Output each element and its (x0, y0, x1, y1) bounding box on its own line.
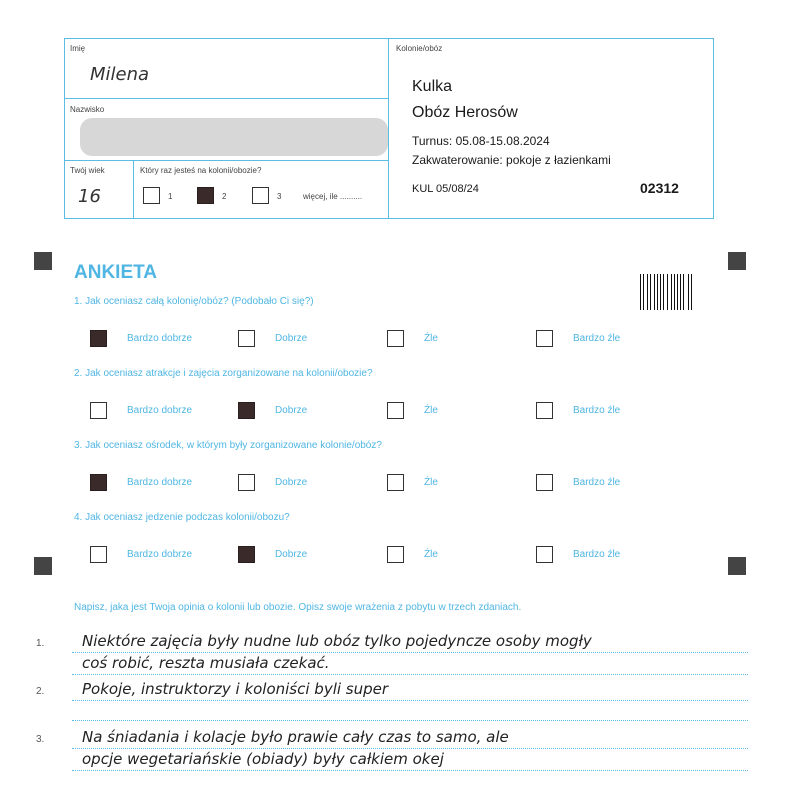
zakwaterowanie: Zakwaterowanie: pokoje z łazienkami (412, 153, 611, 167)
camp-code: KUL 05/08/24 (412, 183, 479, 195)
barcode-bar (650, 274, 651, 310)
question-4-option-4-label: Bardzo źle (573, 549, 621, 560)
answer-3-line-2[interactable]: opcje wegetariańskie (obiady) były całkiem okej (82, 750, 444, 768)
question-3-option-4-label: Bardzo źle (573, 477, 621, 488)
camp-subtitle: Obóz Herosów (412, 104, 518, 121)
question-3-option-2-label: Dobrze (275, 477, 308, 488)
question-1-option-1-checkbox[interactable] (90, 330, 107, 347)
registration-mark (728, 557, 746, 575)
answer-rule (72, 674, 748, 675)
question-2-option-3-checkbox[interactable] (387, 402, 404, 419)
registration-mark (34, 252, 52, 270)
question-3-text: 3. Jak oceniasz ośrodek, w którym były zorganizowane kolonie/obóz? (74, 440, 382, 451)
barcode-bar (685, 274, 686, 310)
answer-rule (72, 770, 748, 771)
visit-option-1-checkbox[interactable] (143, 187, 160, 204)
opinion-prompt: Napisz, jaka jest Twoja opinia o kolonii lub obozie. Opisz swoje wrażenia z pobytu w trzech zdaniach. (74, 602, 522, 613)
question-3-option-3-label: Źle (424, 477, 438, 488)
header-divider-vertical (388, 38, 389, 219)
barcode-bar (645, 274, 646, 310)
answer-rule (72, 748, 748, 749)
header-divider-1 (64, 98, 388, 99)
question-3-option-4-checkbox[interactable] (536, 474, 553, 491)
wiecej-label: więcej, ile .......... (303, 192, 363, 201)
barcode-bar (640, 274, 641, 310)
question-3-option-3-checkbox[interactable] (387, 474, 404, 491)
answer-rule (72, 720, 748, 721)
question-2-option-1-checkbox[interactable] (90, 402, 107, 419)
question-4-text: 4. Jak oceniasz jedzenie podczas kolonii/obozu? (74, 512, 290, 523)
question-4-option-3-label: Źle (424, 549, 438, 560)
imie-label: Imię (70, 44, 86, 53)
answer-1-line-1[interactable]: Niektóre zajęcia były nudne lub obóz tylko pojedyncze osoby mogły (82, 632, 592, 650)
barcode-bar (667, 274, 668, 310)
question-2-text: 2. Jak oceniasz atrakcje i zajęcia zorganizowane na kolonii/obozie? (74, 368, 373, 379)
question-3-option-2-checkbox[interactable] (238, 474, 255, 491)
question-4-option-3-checkbox[interactable] (387, 546, 404, 563)
header-divider-2 (64, 160, 388, 161)
question-1-option-3-checkbox[interactable] (387, 330, 404, 347)
question-3-option-1-label: Bardzo dobrze (127, 477, 193, 488)
question-1-option-3-label: Źle (424, 333, 438, 344)
question-2-option-4-label: Bardzo źle (573, 405, 621, 416)
turnus: Turnus: 05.08-15.08.2024 (412, 134, 550, 148)
question-1-option-4-label: Bardzo źle (573, 333, 621, 344)
kolonia-label: Kolonie/obóz (396, 44, 443, 53)
question-4-option-1-checkbox[interactable] (90, 546, 107, 563)
barcode-bar (672, 274, 673, 310)
question-1-option-2-label: Dobrze (275, 333, 308, 344)
barcode-bar (657, 274, 658, 310)
answer-number: 3. (36, 734, 45, 745)
answer-3-line-1[interactable]: Na śniadania i kolacje było prawie cały czas to samo, ale (82, 728, 509, 746)
barcode-bar (691, 274, 692, 310)
question-2-option-1-label: Bardzo dobrze (127, 405, 193, 416)
question-2-option-4-checkbox[interactable] (536, 402, 553, 419)
answer-number: 1. (36, 638, 45, 649)
nazwisko-label: Nazwisko (70, 105, 105, 114)
answer-1-line-2[interactable]: coś robić, reszta musiała czekać. (82, 654, 330, 672)
visit-option-3-checkbox[interactable] (252, 187, 269, 204)
barcode-bar (677, 274, 678, 310)
answer-rule (72, 652, 748, 653)
question-4-option-1-label: Bardzo dobrze (127, 549, 193, 560)
header-divider-age (133, 160, 134, 219)
imie-value[interactable]: Milena (90, 64, 150, 85)
question-4-option-2-checkbox[interactable] (238, 546, 255, 563)
question-1-option-1-label: Bardzo dobrze (127, 333, 193, 344)
registration-mark (34, 557, 52, 575)
question-1-text: 1. Jak oceniasz całą kolonię/obóz? (Podobało Ci się?) (74, 296, 314, 307)
question-2-option-3-label: Źle (424, 405, 438, 416)
question-2-option-2-label: Dobrze (275, 405, 308, 416)
question-3-option-1-checkbox[interactable] (90, 474, 107, 491)
camp-name: Kulka (412, 78, 453, 95)
visit-option-2-checkbox[interactable] (197, 187, 214, 204)
nazwisko-redacted[interactable] (80, 118, 388, 156)
barcode-bar (655, 274, 656, 310)
question-4-option-2-label: Dobrze (275, 549, 308, 560)
visit-option-2-label: 2 (222, 192, 227, 201)
registration-mark (728, 252, 746, 270)
form-number: 02312 (640, 180, 679, 196)
question-1-option-4-checkbox[interactable] (536, 330, 553, 347)
survey-title: ANKIETA (74, 262, 158, 283)
question-4-option-4-checkbox[interactable] (536, 546, 553, 563)
wiek-label: Twój wiek (70, 166, 105, 175)
question-1-option-2-checkbox[interactable] (238, 330, 255, 347)
question-2-option-2-checkbox[interactable] (238, 402, 255, 419)
barcode-icon (640, 274, 694, 310)
answer-number: 2. (36, 686, 45, 697)
ktory-raz-label: Który raz jesteś na kolonii/obozie? (140, 166, 262, 175)
wiek-value[interactable]: 16 (78, 186, 101, 207)
answer-2-line-1[interactable]: Pokoje, instruktorzy i koloniści byli super (82, 680, 389, 698)
barcode-bar (683, 274, 684, 310)
visit-option-1-label: 1 (168, 192, 173, 201)
barcode-bar (663, 274, 664, 310)
visit-option-3-label: 3 (277, 192, 282, 201)
answer-rule (72, 700, 748, 701)
